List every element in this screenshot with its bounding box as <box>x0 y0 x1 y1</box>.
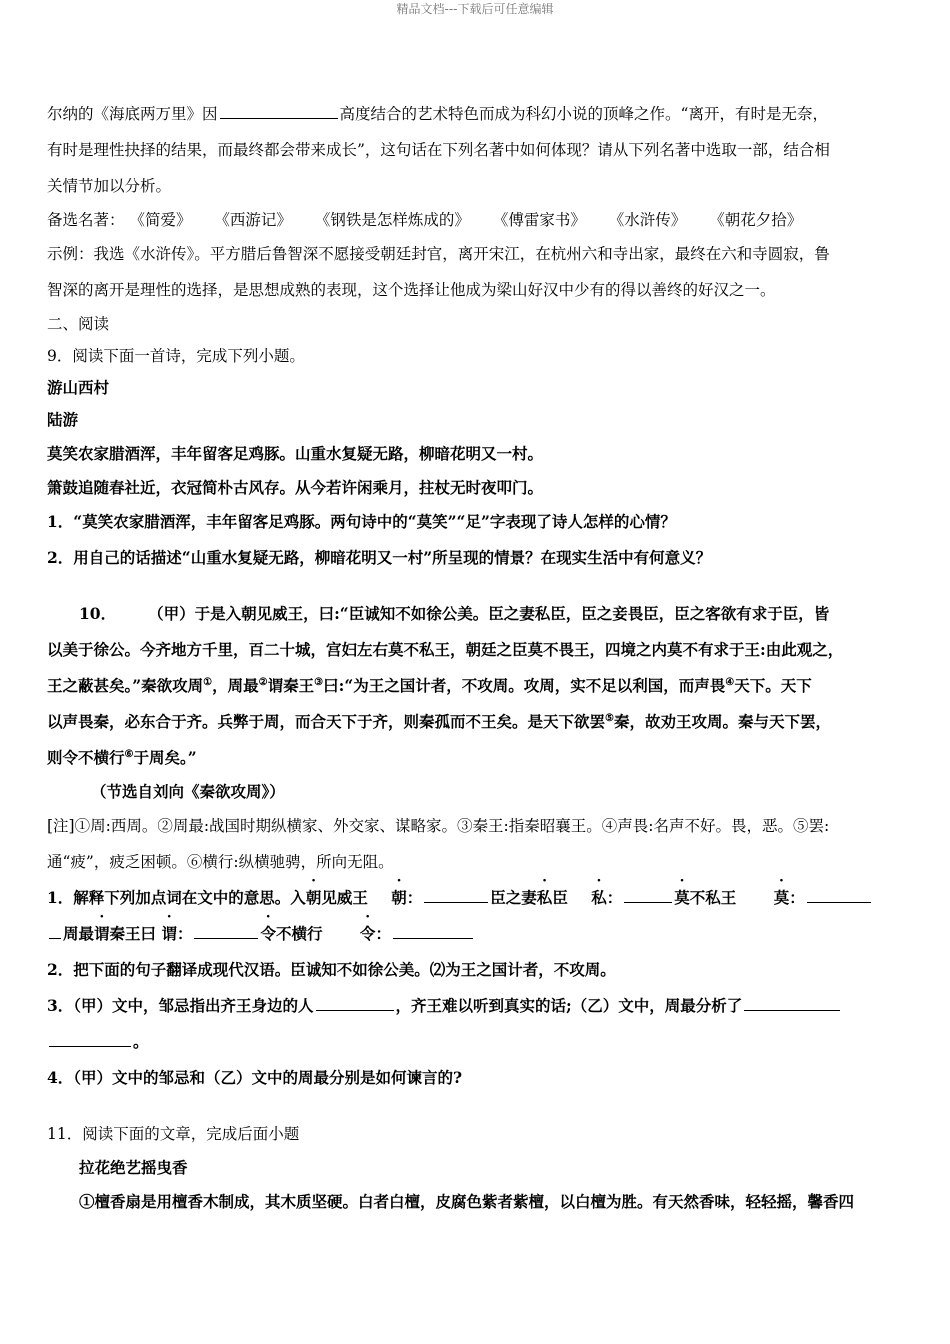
sub-question: 2．用自己的话描述“山重水复疑无路，柳暗花明又一村”所呈现的情景？在现实生活中有何意义？ <box>47 548 712 567</box>
annotation-line: 通“疲”，疲乏困顿。⑥横行:纵横驰骋，所向无阻。 <box>47 853 394 871</box>
book-option: 《简爱》 <box>129 211 192 229</box>
answer-blank[interactable] <box>744 992 840 1011</box>
sub-question-cont: 。 <box>47 1024 907 1060</box>
passage-line: 10． （甲）于是入朝见威王，曰:“臣诚知不如徐公美。臣之妻私臣，臣之妾畏臣，臣之客欲有求于臣，皆 <box>79 604 830 623</box>
passage-line: 王之蔽甚矣。”秦欲攻周①，周最②谓秦王③曰:“为王之国计者，不攻周。攻周，实不足以利国，而声畏④天下。天下 <box>47 676 812 695</box>
poem-title: 游山西村 <box>47 378 110 397</box>
poem-author: 陆游 <box>47 410 79 429</box>
sub-question: 4．（甲）文中的邹忌和（乙）文中的周最分别是如何谏言的? <box>47 1068 463 1087</box>
answer-blank[interactable] <box>49 920 61 939</box>
book-options: 备选名著： 《简爱》 《西游记》 《钢铁是怎样炼成的》 《傅雷家书》 《水浒传》 《朝花夕拾》 <box>47 211 803 229</box>
answer-blank[interactable] <box>49 1028 131 1047</box>
article-title: 拉花绝艺摇曳香 <box>79 1158 188 1177</box>
passage-source: （节选自刘向《秦欲攻周》） <box>91 782 285 801</box>
poem-line: 莫笑农家腊酒浑，丰年留客足鸡豚。山重水复疑无路，柳暗花明又一村。 <box>47 444 544 463</box>
answer-blank[interactable] <box>316 992 394 1011</box>
sub-question: 1．“莫笑农家腊酒浑，丰年留客足鸡豚。两句诗中的“莫笑”“足”字表现了诗人怎样的心情？ <box>47 512 676 531</box>
book-option: 《水浒传》 <box>608 211 687 229</box>
book-option: 《朝花夕拾》 <box>709 211 803 229</box>
example-line: 示例：我选《水浒传》。平方腊后鲁智深不愿接受朝廷封官，离开宋江，在杭州六和寺出家，最终在六和寺圆寂，鲁 <box>47 245 830 263</box>
document-header: 精品文档---下载后可任意编辑 <box>396 2 554 16</box>
answer-blank[interactable] <box>220 100 338 119</box>
passage-line: 以声畏秦，必东合于齐。兵弊于周，而合天下于齐，则秦孤而不王矣。是天下欲罢⑤秦，故劝王攻周。秦与天下罢， <box>47 712 831 731</box>
sub-question: 1．解释下列加点词在文中的意思。入朝见威王 朝： 臣之妻私臣 私： 莫不私王 莫： <box>47 880 907 916</box>
paragraph-line: 有时是理性抉择的结果，而最终都会带来成长”，这句话在下列名著中如何体现？请从下列名著中选取一部，结合相 <box>47 141 830 159</box>
sub-question-cont: 周最谓秦王曰 谓： 令不横行 令： <box>47 916 907 952</box>
passage-line: 则令不横行⑥于周矣。” <box>47 748 197 767</box>
passage-line: 以美于徐公。今齐地方千里，百二十城，宫妇左右莫不私王，朝廷之臣莫不畏王，四境之内莫不有求于王:由此观之， <box>47 640 844 659</box>
paragraph-line: 尔纳的《海底两万里》因 高度结合的艺术特色而成为科幻小说的顶峰之作。“离开，有时是无奈， <box>47 96 907 132</box>
answer-blank[interactable] <box>393 920 473 939</box>
section-heading: 二、阅读 <box>47 315 110 333</box>
example-line: 智深的离开是理性的选择，是思想成熟的表现，这个选择让他成为梁山好汉中少有的得以善终的好汉之一。 <box>47 281 776 299</box>
answer-blank[interactable] <box>807 884 871 903</box>
answer-blank[interactable] <box>424 884 488 903</box>
sub-question: 2．把下面的句子翻译成现代汉语。臣诚知不如徐公美。⑵为王之国计者，不攻周。 <box>47 960 616 979</box>
sub-question: 3．（甲）文中，邹忌指出齐王身边的人 ，齐王难以听到真实的话;（乙）文中，周最分析了 <box>47 988 907 1024</box>
book-option: 《钢铁是怎样炼成的》 <box>314 211 470 229</box>
article-paragraph: ①檀香扇是用檀香木制成，其木质坚硬。白者白檀，皮腐色紫者紫檀，以白檀为胜。有天然香味，轻轻摇，馨香四 <box>79 1192 855 1211</box>
book-option: 《西游记》 <box>214 211 292 229</box>
poem-line: 箫鼓追随春社近，衣冠简朴古风存。从今若许闲乘月，拄杖无时夜叩门。 <box>47 478 544 497</box>
answer-blank[interactable] <box>624 884 672 903</box>
paragraph-line: 关情节加以分析。 <box>47 177 172 195</box>
question-intro: 9．阅读下面一首诗，完成下列小题。 <box>47 347 305 365</box>
question-intro: 11．阅读下面的文章，完成后面小题 <box>47 1125 300 1143</box>
book-option: 《傅雷家书》 <box>492 211 586 229</box>
annotation-line: [注]①周:西周。②周最:战国时期纵横家、外交家、谋略家。③秦王:指秦昭襄王。④声畏:名声不好。畏，恶。⑤罢: <box>47 817 830 835</box>
document-body <box>47 96 907 1220</box>
answer-blank[interactable] <box>194 920 258 939</box>
